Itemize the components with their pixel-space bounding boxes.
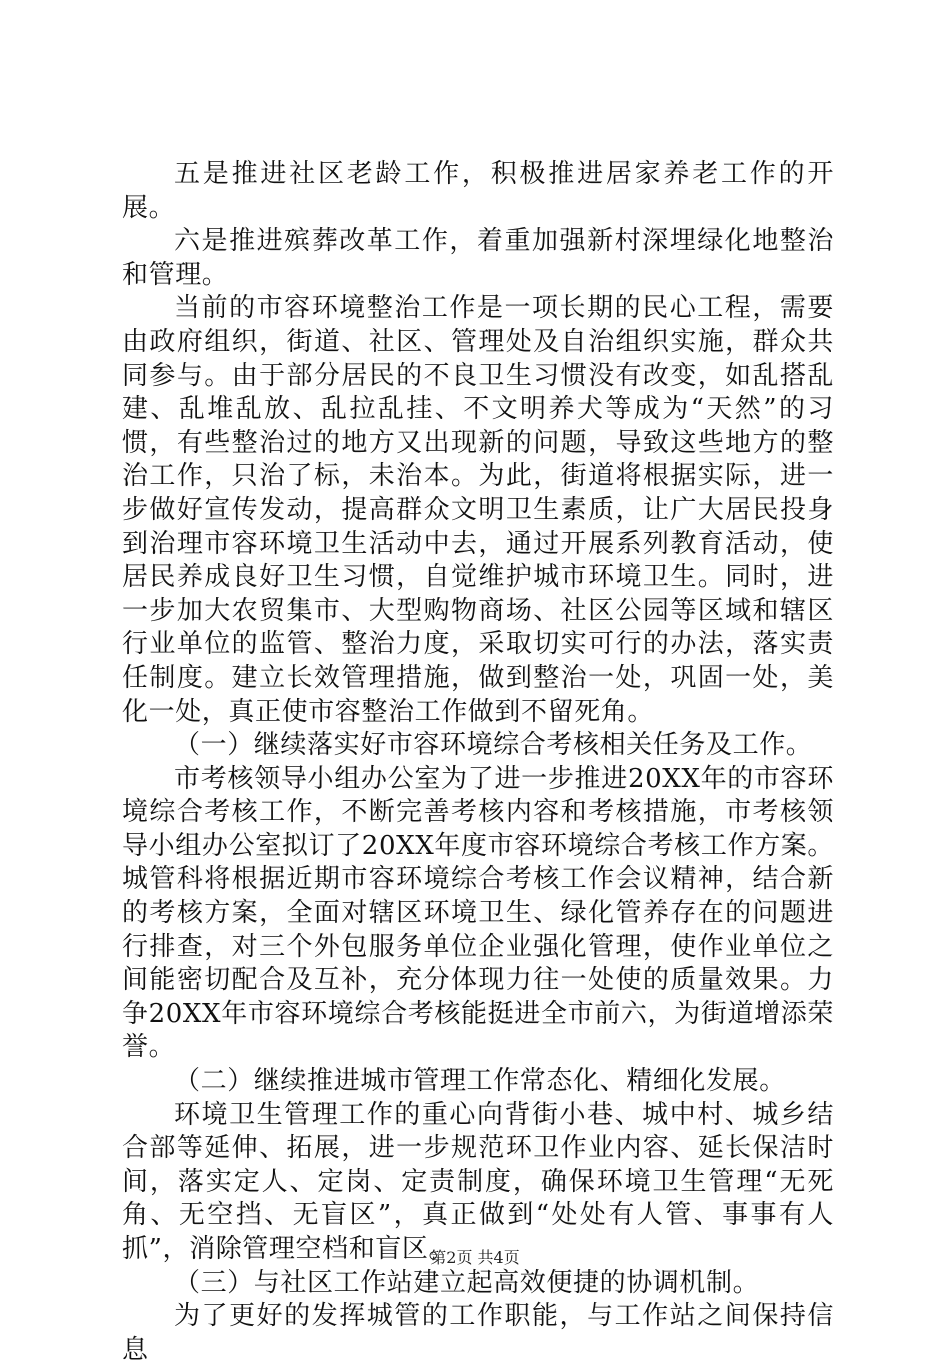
heading-section-two: （二）继续推进城市管理工作常态化、精细化发展。 — [174, 1066, 786, 1097]
paragraph-sanitation: 环境卫生管理工作的重心向背街小巷、城中村、城乡结合部等延伸、拓展，进一步规范环卫作业内容、延长保洁时间，落实定人、定岗、定责制度，确保环境卫生管理“无死角、无空挡、无盲区”，真正做到“处处有人管、事事有人抓”，消除管理空档和盲区。 — [122, 1099, 834, 1264]
paragraph-funeral-reform: 六是推进殡葬改革工作，着重加强新村深埋绿化地整治和管理。 — [122, 226, 834, 290]
paragraph-coordination: 为了更好的发挥城管的工作职能，与工作站之间保持信息 — [122, 1301, 834, 1365]
paragraph-assessment: 市考核领导小组办公室为了进一步推进20XX年的市容环境综合考核工作，不断完善考核内容和考核措施，市考核领导小组办公室拟订了20XX年度市容环境综合考核工作方案。城管科将根据近期市容环境综合考核工作会议精神，结合新的考核方案，全面对辖区环境卫生、绿化管养存在的问题进行排查，对三个外包服务单位企业强化管理，使作业单位之间能密切配合及互补，充分体现力往一处使的质量效果。力争20XX年市容环境综合考核能挺进全市前六，为街道增添荣誉。 — [122, 763, 834, 1063]
heading-section-one: （一）继续落实好市容环境综合考核相关任务及工作。 — [174, 730, 813, 761]
heading-section-three: （三）与社区工作站建立起高效便捷的协调机制。 — [174, 1267, 760, 1298]
document-body — [122, 158, 834, 1367]
paragraph-elderly-work: 五是推进社区老龄工作，积极推进居家养老工作的开展。 — [122, 159, 834, 223]
page-number-footer: 第2页 共4页 — [430, 1248, 520, 1267]
paragraph-city-environment: 当前的市容环境整治工作是一项长期的民心工程，需要由政府组织，街道、社区、管理处及自治组织实施，群众共同参与。由于部分居民的不良卫生习惯没有改变，如乱搭乱建、乱堆乱放、乱拉乱挂、不文明养犬等成为“天然”的习惯，有些整治过的地方又出现新的问题，导致这些地方的整治工作，只治了标，未治本。为此，街道将根据实际，进一步做好宣传发动，提高群众文明卫生素质，让广大居民投身到治理市容环境卫生活动中去，通过开展系列教育活动，使居民养成良好卫生习惯，自觉维护城市环境卫生。同时，进一步加大农贸集市、大型购物商场、社区公园等区域和辖区行业单位的监管、整治力度，采取切实可行的办法，落实责任制度。建立长效管理措施，做到整治一处，巩固一处，美化一处，真正使市容整治工作做到不留死角。 — [122, 293, 834, 727]
